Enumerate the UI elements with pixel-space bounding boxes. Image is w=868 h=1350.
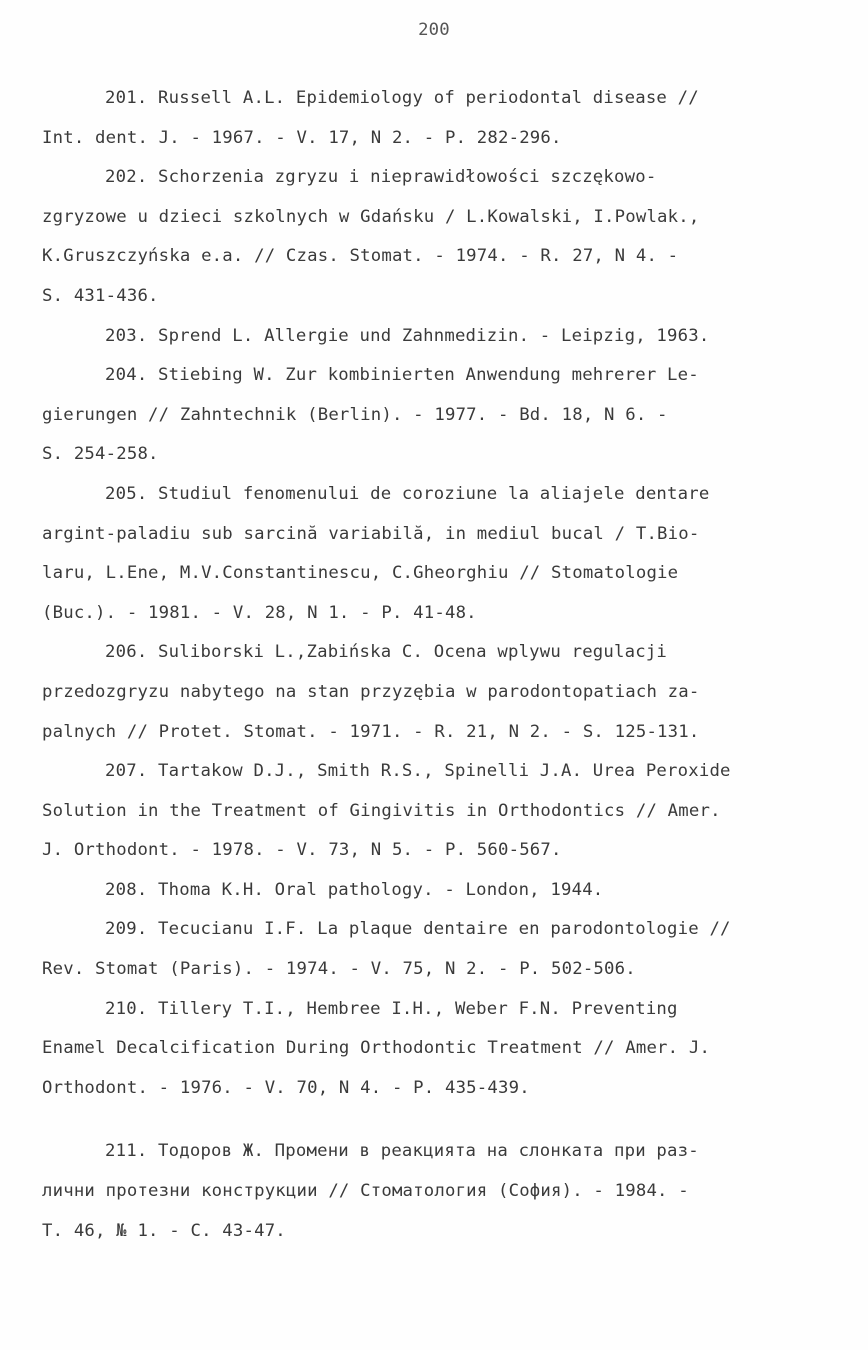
reference-211 — [42, 1141, 832, 1261]
reference-208 — [42, 880, 832, 920]
reference-line: лични протезни конструкции // Стоматология (София). - 1984. - — [42, 1181, 689, 1202]
reference-202 — [42, 167, 832, 325]
reference-line: 206. Suliborski L.,Zabińska C. Ocena wplywu regulacji — [105, 642, 668, 663]
reference-line: gierungen // Zahntechnik (Berlin). - 1977. - Bd. 18, N 6. - — [42, 404, 668, 425]
reference-line: 210. Tillery T.I., Hembree I.H., Weber F.N. Preventing — [105, 998, 678, 1019]
reference-207 — [42, 761, 832, 880]
reference-line: J. Orthodont. - 1978. - V. 73, N 5. - P. 560-567. — [42, 840, 562, 861]
reference-line: 209. Tecucianu I.F. La plaque dentaire en parodontologie // — [105, 919, 731, 940]
reference-line: 205. Studiul fenomenului de coroziune la aliajele dentare — [105, 483, 710, 504]
reference-line: S. 431-436. — [42, 285, 159, 306]
reference-201 — [42, 88, 832, 167]
reference-line: Solution in the Treatment of Gingivitis in Orthodontics // Amer. — [42, 800, 721, 821]
reference-line: (Buc.). - 1981. - V. 28, N 1. - P. 41-48. — [42, 602, 477, 623]
reference-206 — [42, 642, 832, 761]
reference-line: S. 254-258. — [42, 444, 159, 465]
reference-line: 201. Russell A.L. Epidemiology of periodontal disease // — [105, 88, 699, 108]
reference-205 — [42, 484, 832, 642]
reference-line: argint-paladiu sub sarcină variabilă, in mediul bucal / T.Bio- — [42, 523, 700, 544]
reference-line: Rev. Stomat (Paris). - 1974. - V. 75, N 2. - P. 502-506. — [42, 959, 636, 980]
reference-line: 204. Stiebing W. Zur kombinierten Anwendung mehrerer Le- — [105, 365, 699, 386]
reference-line: Enamel Decalcification During Orthodontic Treatment // Amer. J. — [42, 1038, 711, 1059]
reference-line: laru, L.Ene, M.V.Constantinescu, C.Gheorghiu // Stomatologie — [42, 563, 679, 584]
reference-line: przedozgryzu nabytego na stan przyzębia w parodontopatiach za- — [42, 681, 700, 702]
page-number: 200 — [418, 20, 450, 40]
reference-list — [42, 88, 832, 1261]
reference-line: K.Gruszczyńska e.a. // Czas. Stomat. - 1974. - R. 27, N 4. - — [42, 246, 679, 267]
reference-line: 203. Sprend L. Allergie und Zahnmedizin. - Leipzig, 1963. — [105, 325, 710, 346]
reference-210 — [42, 999, 832, 1118]
reference-line: Int. dent. J. - 1967. - V. 17, N 2. - P. 282-296. — [42, 127, 562, 148]
reference-204 — [42, 365, 832, 484]
section-gap — [42, 1117, 832, 1141]
reference-line: Orthodont. - 1976. - V. 70, N 4. - P. 435-439. — [42, 1077, 530, 1098]
reference-line: 202. Schorzenia zgryzu i nieprawidłowości szczękowo- — [105, 167, 657, 188]
reference-line: 211. Тодоров Ж. Промени в реакцията на слонката при раз- — [105, 1141, 699, 1162]
reference-line: Т. 46, № 1. - С. 43-47. — [42, 1221, 286, 1242]
reference-line: 208. Thoma K.H. Oral pathology. - London, 1944. — [105, 879, 604, 900]
reference-203 — [42, 326, 832, 366]
reference-line: palnych // Protet. Stomat. - 1971. - R. 21, N 2. - S. 125-131. — [42, 721, 700, 742]
reference-209 — [42, 919, 832, 998]
reference-line: 207. Tartakow D.J., Smith R.S., Spinelli J.A. Urea Peroxide — [105, 761, 731, 782]
reference-line: zgryzowe u dzieci szkolnych w Gdańsku / L.Kowalski, I.Powlak., — [42, 206, 700, 227]
